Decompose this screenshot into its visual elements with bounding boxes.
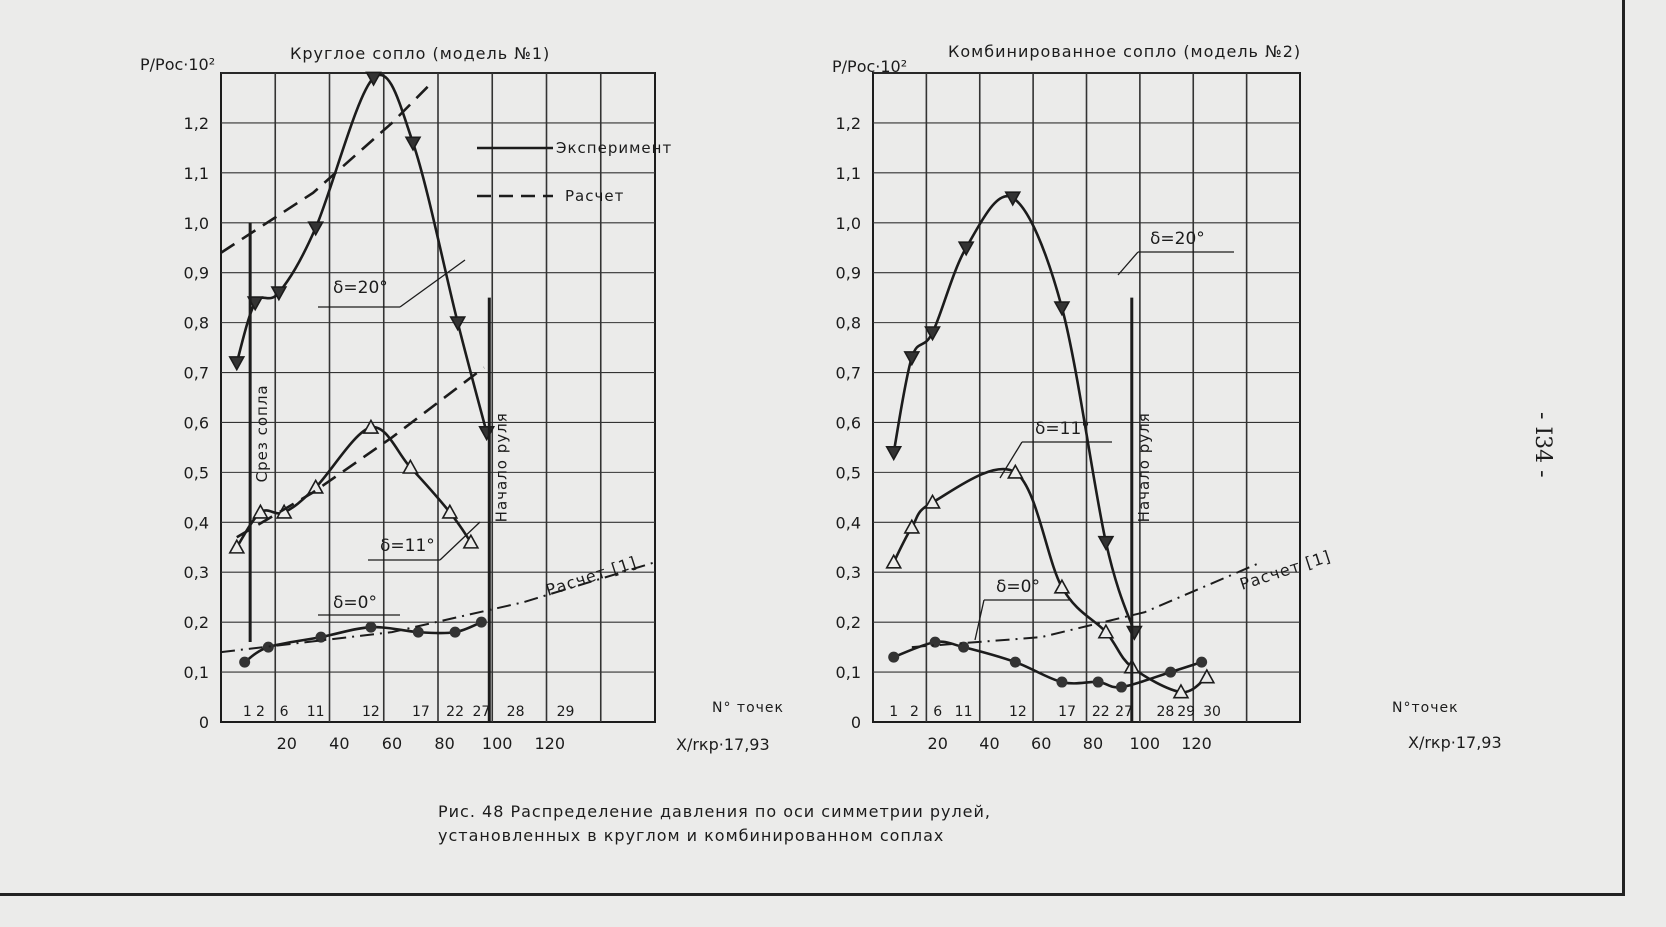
data-point <box>1165 667 1176 678</box>
chart2-point-numbers <box>889 704 1221 720</box>
point-number-label: 17 <box>411 704 430 720</box>
y-tick-label: 0,8 <box>183 313 209 333</box>
y-tick-label: 0 <box>198 713 209 732</box>
chart1-annotations <box>318 260 639 615</box>
data-point <box>888 652 899 663</box>
point-number-label: 22 <box>1091 704 1110 720</box>
y-tick-label: 0,6 <box>183 413 209 433</box>
chart-combined-nozzle <box>832 42 1502 753</box>
data-point <box>1010 657 1021 668</box>
y-tick-label: 1,1 <box>183 163 209 183</box>
y-tick-label: 0,9 <box>183 263 209 283</box>
chart1-annotation-raschet: Расчет [1] <box>543 552 640 600</box>
data-point <box>263 642 274 653</box>
chart1-xlabel: X/rкр·17,93 <box>676 735 770 754</box>
series-line <box>221 83 431 253</box>
caption-line-1: Рис. 48 Распределение давления по оси симметрии рулей, <box>438 802 991 821</box>
y-tick-label: 0,9 <box>835 263 861 283</box>
point-number-label: 1 <box>242 704 252 720</box>
y-tick-label: 0,2 <box>835 613 861 633</box>
x-tick-label: 60 <box>381 734 403 753</box>
x-tick-label: 20 <box>276 734 297 753</box>
chart2-annotation-delta11: δ=11° <box>1035 419 1090 439</box>
data-point <box>309 222 323 235</box>
data-point <box>887 447 901 460</box>
chart1-title: Круглое сопло (модель №1) <box>290 44 551 63</box>
chart2-point-numbers-label: N°точек <box>1392 700 1459 716</box>
x-tick-label: 120 <box>1181 734 1212 753</box>
data-point <box>1055 580 1069 593</box>
marker-label: Начало руля <box>1134 412 1153 523</box>
data-point <box>230 357 244 370</box>
y-tick-label: 0,4 <box>835 513 861 533</box>
data-point <box>926 495 940 508</box>
chart2-annotation-delta0: δ=0° <box>996 577 1040 597</box>
chart2-xlabel: X/rкр·17,93 <box>1408 733 1502 752</box>
chart2-y-ticks <box>836 114 861 732</box>
series-line <box>894 196 1135 632</box>
data-point <box>1093 677 1104 688</box>
legend-experiment-label: Эксперимент <box>556 139 673 157</box>
point-number-label: 22 <box>446 704 465 720</box>
data-point <box>959 242 973 255</box>
y-tick-label: 0,1 <box>835 663 861 683</box>
chart1-annotation-delta11: δ=11° <box>380 536 435 556</box>
point-number-label: 27 <box>1115 704 1133 720</box>
data-point <box>451 317 465 330</box>
y-tick-label: 0,2 <box>183 613 209 633</box>
y-tick-label: 0 <box>850 713 861 732</box>
series-line <box>894 642 1202 688</box>
data-point <box>926 327 940 340</box>
series-line <box>237 75 487 432</box>
chart1-grid <box>221 73 655 722</box>
page-number: - I34 - <box>1530 412 1555 478</box>
data-point <box>406 137 420 150</box>
point-number-label: 28 <box>1156 704 1175 720</box>
data-point <box>930 637 941 648</box>
y-tick-label: 0,8 <box>835 313 861 333</box>
chart1-point-numbers <box>243 704 575 720</box>
data-point <box>476 617 487 628</box>
y-tick-label: 0,6 <box>835 413 861 433</box>
y-tick-label: 0,5 <box>835 463 861 483</box>
x-tick-label: 120 <box>534 734 566 753</box>
point-number-label: 17 <box>1058 704 1077 720</box>
point-number-label: 28 <box>506 704 525 720</box>
y-tick-label: 1,2 <box>835 113 861 133</box>
chart2-grid <box>873 73 1300 722</box>
chart2-title: Комбинированное сопло (модель №2) <box>948 42 1302 61</box>
x-tick-label: 60 <box>1031 734 1052 753</box>
point-number-label: 6 <box>279 704 289 720</box>
legend-calculation-label: Расчет <box>565 187 625 205</box>
point-number-label: 29 <box>556 704 575 720</box>
chart1-annotation-delta20: δ=20° <box>333 278 388 298</box>
chart1-y-ticks <box>184 114 209 732</box>
chart2-annotation-delta20: δ=20° <box>1150 229 1205 249</box>
x-tick-label: 20 <box>927 734 948 753</box>
y-tick-label: 0,7 <box>183 363 209 383</box>
chart1-ylabel: P/Pос·10² <box>140 55 216 74</box>
chart1-point-numbers-label: N° точек <box>712 700 784 716</box>
chart-round-nozzle <box>140 44 784 754</box>
chart2-x-ticks <box>928 734 1212 753</box>
data-point <box>905 352 919 365</box>
data-point <box>230 540 244 553</box>
marker-label: Срез сопла <box>253 384 272 483</box>
y-tick-label: 1,0 <box>835 213 861 233</box>
x-tick-label: 100 <box>481 734 513 753</box>
data-point <box>413 627 424 638</box>
point-number-label: 2 <box>255 704 265 720</box>
y-tick-label: 0,3 <box>183 563 209 583</box>
legend <box>477 139 672 205</box>
point-number-label: 1 <box>889 704 899 720</box>
chart2-ylabel: P/Pос·10² <box>832 57 908 76</box>
series-line <box>245 622 482 662</box>
data-point <box>365 622 376 633</box>
point-number-label: 11 <box>306 704 325 720</box>
y-tick-label: 0,1 <box>183 663 209 683</box>
point-number-label: 11 <box>954 704 973 720</box>
data-point <box>1008 465 1022 478</box>
point-number-label: 27 <box>472 704 491 720</box>
data-point <box>239 657 250 668</box>
data-point <box>1116 682 1127 693</box>
chart2-markers <box>1132 298 1153 722</box>
y-tick-label: 1,0 <box>183 213 209 233</box>
point-number-label: 12 <box>1009 704 1027 720</box>
caption-line-2: установленных в круглом и комбинированном соплах <box>438 826 945 845</box>
y-tick-label: 0,3 <box>835 563 861 583</box>
point-number-label: 29 <box>1177 704 1196 720</box>
data-point <box>450 627 461 638</box>
x-tick-label: 40 <box>329 734 350 753</box>
point-number-label: 6 <box>933 704 943 720</box>
data-point <box>1099 537 1113 550</box>
chart2-annotation-raschet: Расчет [1] <box>1237 546 1334 594</box>
y-tick-label: 0,7 <box>835 363 861 383</box>
figure-caption <box>438 800 991 848</box>
y-tick-label: 1,2 <box>183 113 209 133</box>
x-tick-label: 80 <box>1082 734 1104 753</box>
point-number-label: 2 <box>909 704 919 720</box>
x-tick-label: 80 <box>434 734 455 753</box>
data-point <box>1196 657 1207 668</box>
point-number-label: 30 <box>1203 704 1221 720</box>
data-point <box>887 555 901 568</box>
data-point <box>1055 302 1069 315</box>
series-line <box>237 427 471 547</box>
chart1-annotation-delta0: δ=0° <box>333 593 377 613</box>
chart2-annotations <box>975 229 1333 640</box>
x-tick-label: 100 <box>1129 734 1161 753</box>
y-tick-label: 0,5 <box>183 463 209 483</box>
y-tick-label: 0,4 <box>183 513 209 533</box>
y-tick-label: 1,1 <box>835 163 861 183</box>
data-point <box>1056 677 1067 688</box>
marker-label: Начало руля <box>492 412 511 523</box>
series-line <box>894 469 1207 692</box>
point-number-label: 12 <box>362 704 380 720</box>
chart1-x-ticks <box>277 734 565 753</box>
x-tick-label: 40 <box>979 734 1000 753</box>
